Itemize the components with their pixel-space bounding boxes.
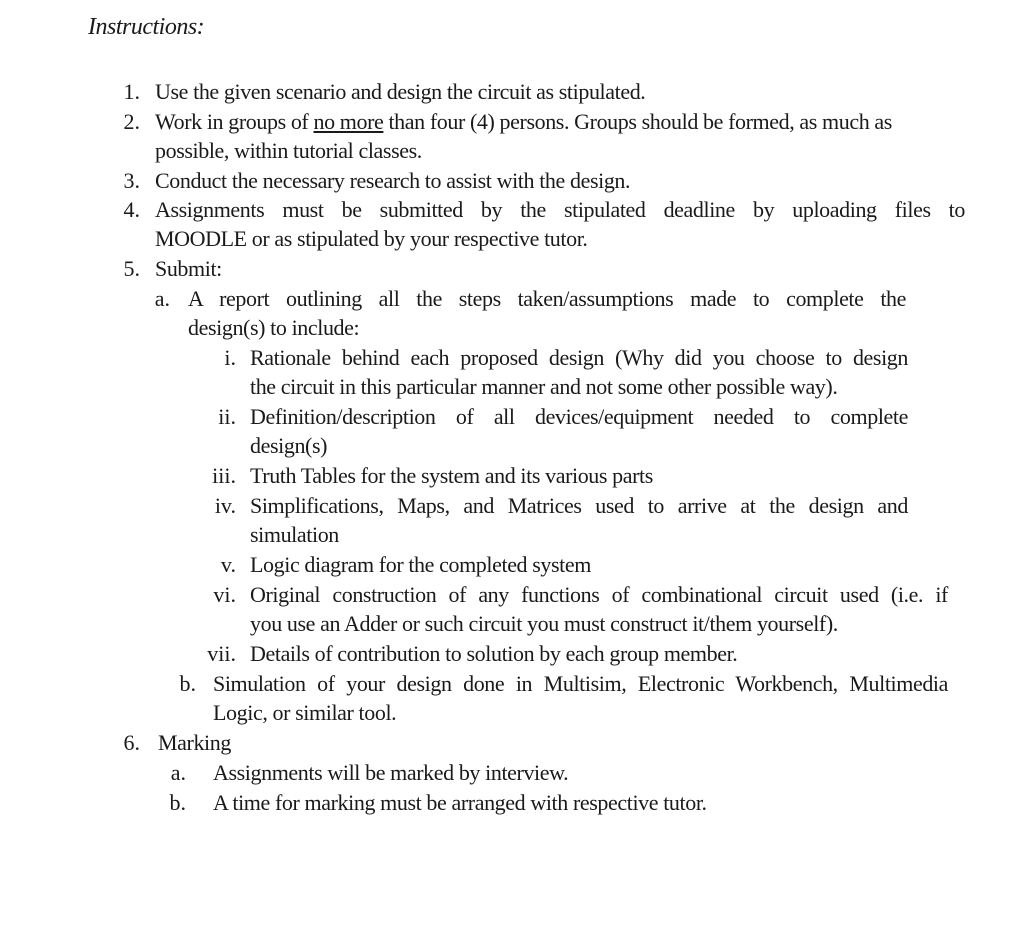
item-5-text: Submit: xyxy=(155,256,222,281)
sub-item-label: vii. xyxy=(207,641,236,666)
sub-item-continuation: the circuit in this particular manner and not some other possible way). xyxy=(250,374,838,399)
instructions-title: Instructions: xyxy=(88,14,205,40)
submit-b-text: Simulation of your design done in Multisim, Electronic Workbench, Multimedia xyxy=(213,671,948,696)
sub-item-text: Original construction of any functions of combinational circuit used (i.e. if xyxy=(250,582,948,607)
item-5-number: 5. xyxy=(123,256,140,281)
sub-item-text: Definition/description of all devices/equipment needed to complete xyxy=(250,404,908,429)
sub-item-label: iv. xyxy=(214,493,236,518)
item-4-text: Assignments must be submitted by the stipulated deadline by uploading files to xyxy=(155,197,965,222)
item-2-number: 2. xyxy=(123,109,140,134)
submit-a-text: A report outlining all the steps taken/assumptions made to complete the xyxy=(188,286,906,311)
submit-b-label: b. xyxy=(179,671,196,696)
item-2-text xyxy=(155,107,892,136)
sub-item-label: ii. xyxy=(218,404,236,429)
sub-item-continuation: design(s) xyxy=(250,433,328,458)
sub-item-text: Rationale behind each proposed design (Why did you choose to design xyxy=(250,345,908,370)
submit-b-continuation: Logic, or similar tool. xyxy=(213,700,397,725)
sub-item-text: Details of contribution to solution by each group member. xyxy=(250,641,738,666)
sub-item-label: vi. xyxy=(213,582,236,607)
item-6-number: 6. xyxy=(123,730,140,755)
sub-item-text: Truth Tables for the system and its various parts xyxy=(250,463,653,488)
item-3-number: 3. xyxy=(123,168,140,193)
item-6-text: Marking xyxy=(158,730,231,755)
item-4-continuation: MOODLE or as stipulated by your respective tutor. xyxy=(155,226,588,251)
item-2-continuation: possible, within tutorial classes. xyxy=(155,138,422,163)
item-2-text-post: than four (4) persons. Groups should be formed, as much as xyxy=(383,109,892,134)
marking-b-label: b. xyxy=(169,790,186,815)
item-1-text: Use the given scenario and design the circuit as stipulated. xyxy=(155,79,646,104)
sub-item-text: Simplifications, Maps, and Matrices used to arrive at the design and xyxy=(250,493,908,518)
sub-item-label: v. xyxy=(220,552,236,577)
submit-a-label: a. xyxy=(154,286,170,311)
marking-a-label: a. xyxy=(170,760,186,785)
sub-item-continuation: you use an Adder or such circuit you must construct it/them yourself). xyxy=(250,611,838,636)
item-3-text: Conduct the necessary research to assist with the design. xyxy=(155,168,631,193)
item-2-emphasis: no more xyxy=(313,109,384,134)
sub-item-label: i. xyxy=(224,345,236,370)
item-4-number: 4. xyxy=(123,197,140,222)
item-1-number: 1. xyxy=(123,79,140,104)
submit-a-continuation: design(s) to include: xyxy=(188,315,360,340)
sub-item-continuation: simulation xyxy=(250,522,339,547)
item-2-text-pre: Work in groups of xyxy=(155,109,314,134)
sub-item-label: iii. xyxy=(212,463,236,488)
sub-item-text: Logic diagram for the completed system xyxy=(250,552,591,577)
marking-a-text: Assignments will be marked by interview. xyxy=(213,760,569,785)
marking-b-text: A time for marking must be arranged with respective tutor. xyxy=(213,790,707,815)
